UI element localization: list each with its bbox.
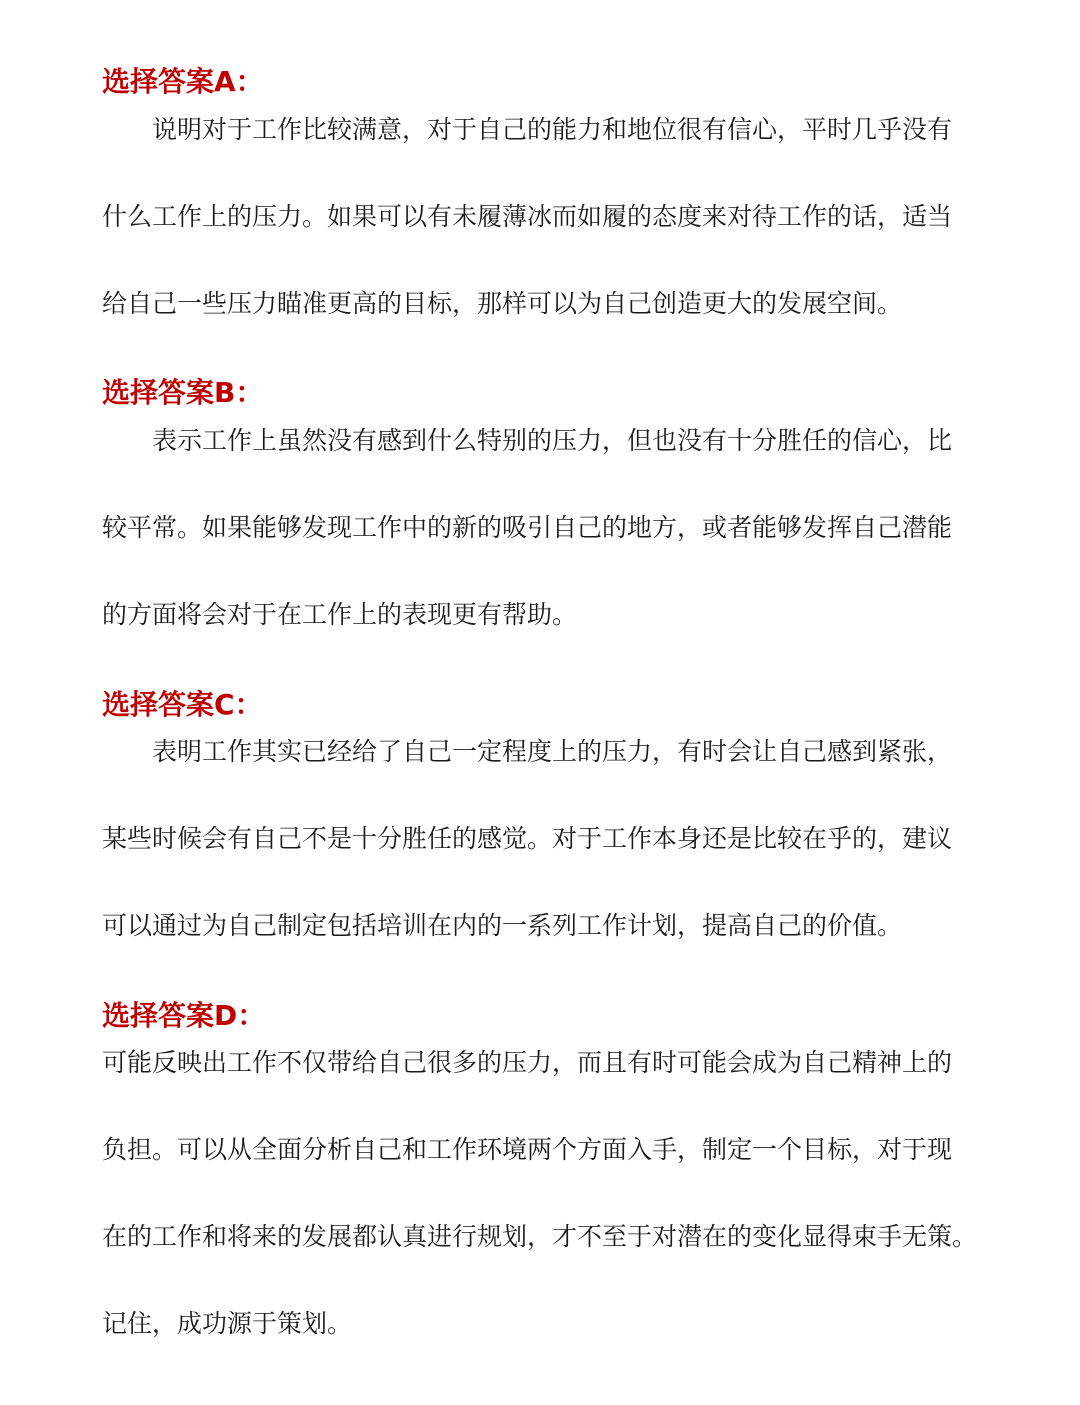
answer-c-line-1: 表明工作其实已经给了自己一定程度上的压力，有时会让自己感到紧张， — [152, 737, 953, 766]
answer-a-line-3: 给自己一些压力瞄准更高的目标，那样可以为自己创造更大的发展空间。 — [102, 289, 903, 318]
answer-d-line-2: 负担。可以从全面分析自己和工作环境两个方面入手，制定一个目标，对于现 — [102, 1135, 953, 1164]
answer-b-line-2: 较平常。如果能够发现工作中的新的吸引自己的地方，或者能够发挥自己潜能 — [102, 513, 953, 542]
answer-d-line-3: 在的工作和将来的发展都认真进行规划，才不至于对潜在的变化显得束手无策。 — [102, 1222, 978, 1251]
answer-d-heading: 选择答案D： — [102, 999, 266, 1032]
answer-a-line-2: 什么工作上的压力。如果可以有未履薄冰而如履的态度来对待工作的话，适当 — [102, 202, 953, 231]
answer-d-line-1: 可能反映出工作不仅带给自己很多的压力，而且有时可能会成为自己精神上的 — [102, 1048, 953, 1077]
answer-c-heading: 选择答案C： — [102, 688, 263, 721]
answer-d-line-4: 记住，成功源于策划。 — [102, 1309, 353, 1338]
answer-b-heading: 选择答案B： — [102, 376, 264, 409]
answer-b-line-3: 的方面将会对于在工作上的表现更有帮助。 — [102, 600, 578, 629]
answer-a-heading: 选择答案A： — [102, 65, 264, 98]
answer-b-line-1: 表示工作上虽然没有感到什么特别的压力，但也没有十分胜任的信心，比 — [152, 426, 953, 455]
answer-a-line-1: 说明对于工作比较满意，对于自己的能力和地位很有信心，平时几乎没有 — [152, 115, 953, 144]
answer-c-line-2: 某些时候会有自己不是十分胜任的感觉。对于工作本身还是比较在乎的，建议 — [102, 824, 953, 853]
answer-c-line-3: 可以通过为自己制定包括培训在内的一系列工作计划，提高自己的价值。 — [102, 911, 903, 940]
